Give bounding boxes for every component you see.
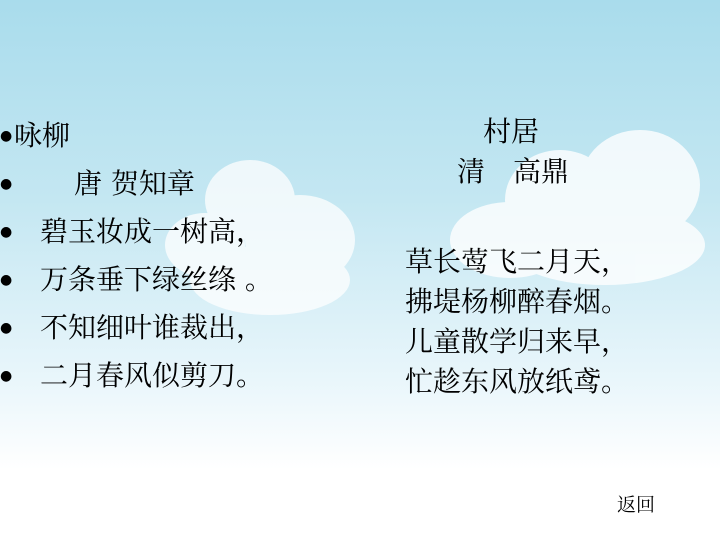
bullet-icon: ● (0, 368, 13, 384)
poem-line-text: 不知细叶谁裁出， (40, 311, 265, 344)
poem-title: 村居 (483, 115, 540, 148)
poem-line (0, 304, 340, 352)
poem-line (0, 208, 340, 256)
poem-line (405, 242, 710, 282)
bullet-icon: ● (0, 272, 13, 288)
poem-line (405, 362, 710, 402)
poem-title-line (405, 112, 710, 152)
poem-line (0, 256, 340, 304)
bullet-icon: ● (0, 128, 13, 144)
poem-author: 唐 贺知章 (74, 167, 195, 200)
poem-line-text: 草长莺飞二月天， (405, 245, 630, 278)
poem-yong-liu (0, 112, 340, 400)
poem-line-text: 二月春风似剪刀。 (40, 359, 265, 392)
poem-line (405, 322, 710, 362)
return-button[interactable]: 返回 (617, 494, 656, 516)
poem-spacer (405, 192, 710, 242)
poem-line-text: 儿童散学归来早， (405, 325, 630, 358)
poem-line (0, 352, 340, 400)
poem-author-line (405, 152, 710, 192)
poem-title-line (0, 112, 340, 160)
poem-line-text: 拂堤杨柳醉春烟。 (405, 285, 630, 318)
bullet-icon: ● (0, 224, 13, 240)
poem-line-text: 忙趁东风放纸鸢。 (405, 365, 630, 398)
poem-line (405, 282, 710, 322)
bullet-icon: ● (0, 320, 13, 336)
poem-cun-ju (405, 112, 710, 402)
poem-author: 清 高鼎 (457, 155, 570, 188)
poem-author-line (0, 160, 340, 208)
poem-line-text: 万条垂下绿丝绦 。 (40, 263, 273, 296)
bullet-icon: ● (0, 176, 13, 192)
poem-line-text: 碧玉妆成一树高， (40, 215, 265, 248)
poem-title: 咏柳 (14, 119, 71, 152)
